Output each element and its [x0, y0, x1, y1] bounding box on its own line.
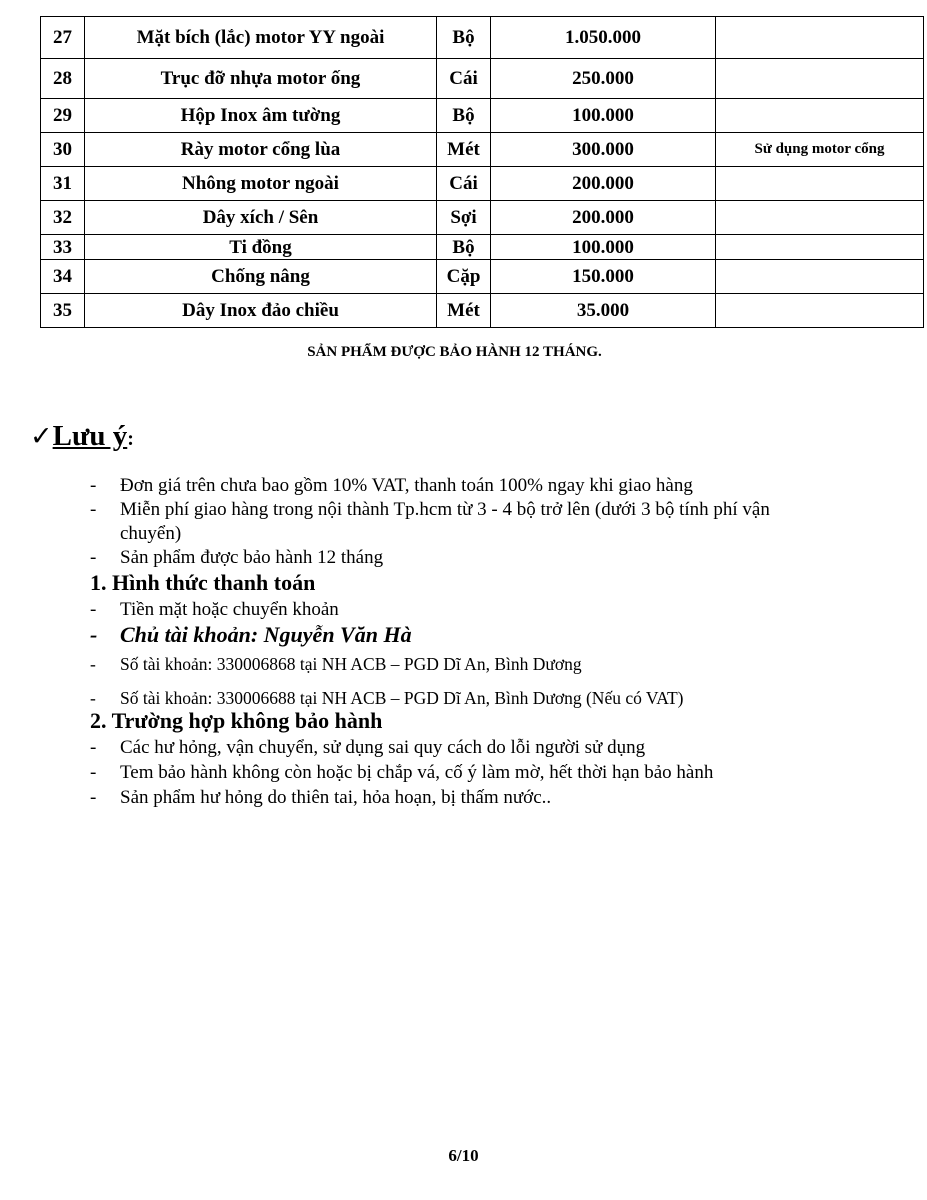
product-name: Hộp Inox âm tường: [85, 99, 437, 133]
payment-method: Tiền mặt hoặc chuyển khoản: [120, 599, 339, 620]
row-number: 34: [41, 260, 85, 294]
notes-colon: :: [127, 428, 134, 450]
table-row: [41, 167, 924, 201]
table-row: [41, 59, 924, 99]
price: 200.000: [491, 167, 716, 201]
note: [716, 294, 924, 328]
bullet-dash: -: [90, 599, 97, 620]
unit: Cái: [437, 59, 491, 99]
exclusion-text: Sản phẩm hư hỏng do thiên tai, hỏa hoạn, bị thấm nước..: [120, 787, 552, 808]
check-mark-icon: ✓: [30, 421, 53, 452]
row-number: 33: [41, 235, 85, 260]
table-row: [41, 133, 924, 167]
account-number-vat: Số tài khoản: 330006688 tại NH ACB – PGD Dĩ An, Bình Dương (Nếu có VAT): [120, 688, 684, 708]
section-title-text: 2. Trường hợp không bảo hành: [90, 708, 383, 733]
row-number: 35: [41, 294, 85, 328]
price: 100.000: [491, 235, 716, 260]
unit: Bộ: [437, 99, 491, 133]
unit: Bộ: [437, 17, 491, 59]
note-text: Sản phẩm được bảo hành 12 tháng: [120, 547, 384, 568]
warranty-notice: SẢN PHẨM ĐƯỢC BẢO HÀNH 12 THÁNG.: [307, 344, 602, 360]
unit: Bộ: [437, 235, 491, 260]
table-row: [41, 260, 924, 294]
bullet-dash: -: [90, 547, 97, 568]
note: [716, 167, 924, 201]
product-name: Mặt bích (lắc) motor YY ngoài: [85, 17, 437, 59]
row-number: 32: [41, 201, 85, 235]
note: [716, 201, 924, 235]
bullet-dash: -: [90, 737, 97, 758]
product-name: Dây Inox đảo chiều: [85, 294, 437, 328]
page-number: 6/10: [448, 1146, 479, 1165]
product-name: Nhông motor ngoài: [85, 167, 437, 201]
unit: Sợi: [437, 201, 491, 235]
row-number: 29: [41, 99, 85, 133]
notes-heading: [30, 416, 134, 459]
note: [716, 99, 924, 133]
bullet-dash: -: [90, 622, 98, 647]
note: [716, 17, 924, 59]
product-name: Rày motor cổng lùa: [85, 133, 437, 167]
price: 250.000: [491, 59, 716, 99]
row-number: 30: [41, 133, 85, 167]
unit: Cặp: [437, 260, 491, 294]
price: 150.000: [491, 260, 716, 294]
row-number: 28: [41, 59, 85, 99]
bullet-dash: -: [90, 475, 97, 496]
product-name: Chống nâng: [85, 260, 437, 294]
note: [716, 59, 924, 99]
price: 35.000: [491, 294, 716, 328]
note: Sử dụng motor cổng: [716, 133, 924, 167]
unit: Mét: [437, 294, 491, 328]
product-name: Dây xích / Sên: [85, 201, 437, 235]
notes-title: Lưu ý: [52, 420, 128, 452]
table-row: [41, 294, 924, 328]
row-number: 31: [41, 167, 85, 201]
bullet-dash: -: [90, 762, 97, 783]
bullet-dash: -: [90, 654, 96, 674]
table-row: [41, 201, 924, 235]
table-row: [41, 17, 924, 59]
bullet-dash: -: [90, 688, 96, 708]
price: 200.000: [491, 201, 716, 235]
exclusion-text: Các hư hỏng, vận chuyển, sử dụng sai quy cách do lỗi người sử dụng: [120, 737, 646, 758]
account-number: Số tài khoản: 330006868 tại NH ACB – PGD Dĩ An, Bình Dương: [120, 654, 582, 674]
note-text: chuyển): [120, 523, 182, 544]
price-table: [40, 16, 924, 328]
product-name: Ti đồng: [85, 235, 437, 260]
table-row: [41, 99, 924, 133]
note: [716, 235, 924, 260]
price: 300.000: [491, 133, 716, 167]
table-row: [41, 235, 924, 260]
section-title-text: 1. Hình thức thanh toán: [90, 570, 316, 595]
note-text: Miễn phí giao hàng trong nội thành Tp.hcm từ 3 - 4 bộ trở lên (dưới 3 bộ tính phí vận: [120, 499, 770, 520]
exclusion-text: Tem bảo hành không còn hoặc bị chắp vá, cố ý làm mờ, hết thời hạn bảo hành: [120, 762, 714, 783]
account-holder: Chủ tài khoản: Nguyễn Văn Hà: [120, 622, 412, 647]
unit: Cái: [437, 167, 491, 201]
price: 1.050.000: [491, 17, 716, 59]
bullet-dash: -: [90, 787, 97, 808]
bullet-dash: -: [90, 499, 97, 520]
note: [716, 260, 924, 294]
product-name: Trục đỡ nhựa motor ống: [85, 59, 437, 99]
note-text: Đơn giá trên chưa bao gồm 10% VAT, thanh toán 100% ngay khi giao hàng: [120, 475, 693, 496]
price: 100.000: [491, 99, 716, 133]
row-number: 27: [41, 17, 85, 59]
unit: Mét: [437, 133, 491, 167]
